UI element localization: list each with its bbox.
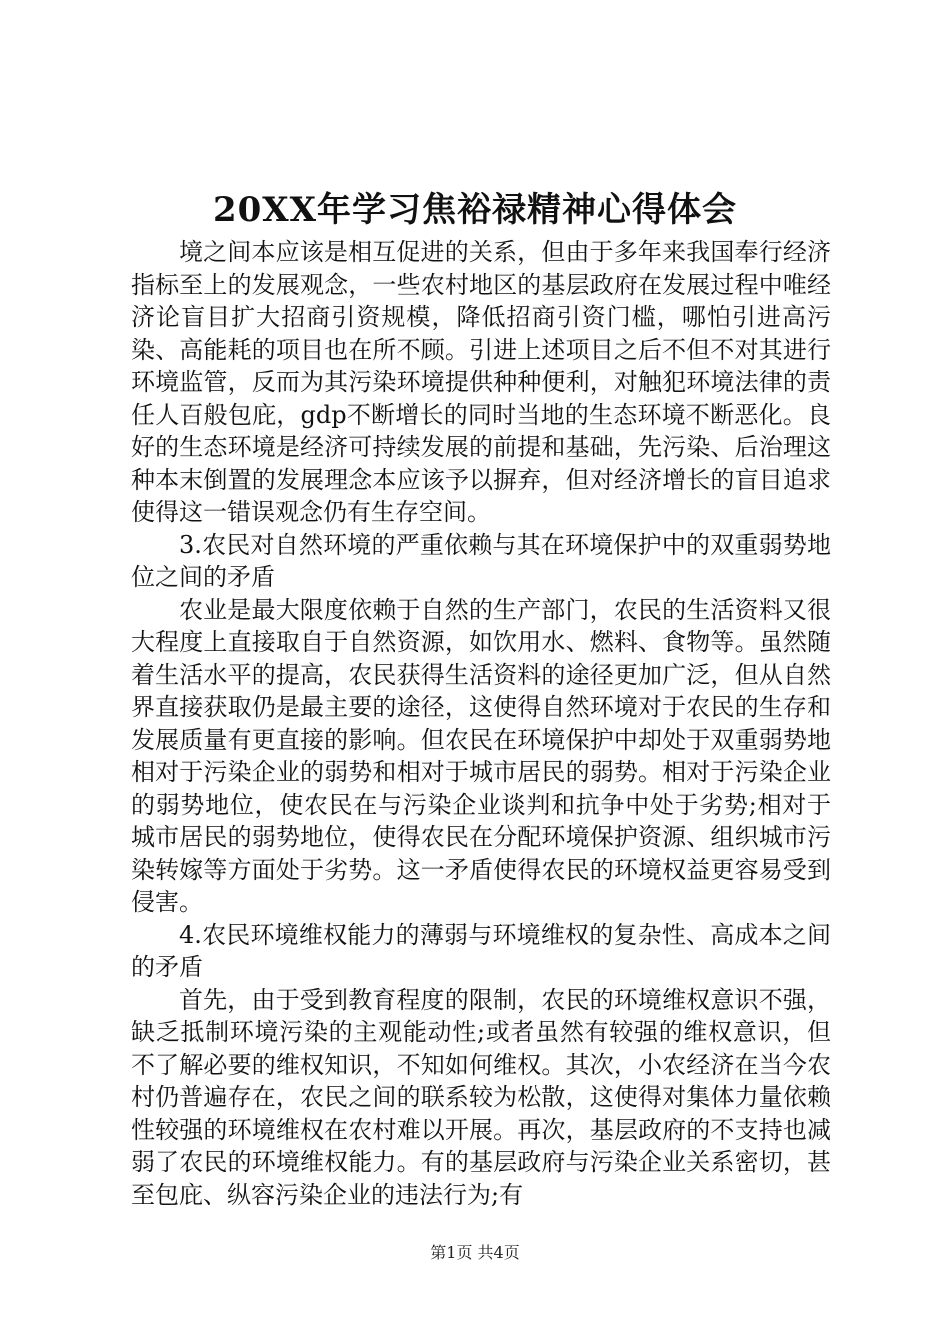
section-heading-4: 4.农民环境维权能力的薄弱与环境维权的复杂性、高成本之间的矛盾	[131, 920, 831, 981]
paragraph-intro-continued: 境之间本应该是相互促进的关系，但由于多年来我国奉行经济指标至上的发展观念，一些农村地区的基层政府在发展过程中唯经济论盲目扩大招商引资规模，降低招商引资门槛，哪怕引进高污染、高能耗的项目也在所不顾。引进上述项目之后不但不对其进行环境监管，反而为其污染环境提供种种便利，对触犯环境法律的责任人百般包庇，gdp不断增长的同时当地的生态环境不断恶化。良好的生态环境是经济可持续发展的前提和基础，先污染、后治理这种本末倒置的发展理念本应该予以摒弃，但对经济增长的盲目追求使得这一错误观念仍有生存空间。	[131, 238, 831, 526]
section-heading-3: 3.农民对自然环境的严重依赖与其在环境保护中的双重弱势地位之间的矛盾	[131, 530, 831, 591]
document-title: 20XX年学习焦裕禄精神心得体会	[212, 190, 738, 230]
paragraph-section-3: 农业是最大限度依赖于自然的生产部门，农民的生活资料又很大程度上直接取自于自然资源，如饮用水、燃料、食物等。虽然随着生活水平的提高，农民获得生活资料的途径更加广泛，但从自然界直接获取仍是最主要的途径，这使得自然环境对于农民的生存和发展质量有更直接的影响。但农民在环境保护中却处于双重弱势地相对于污染企业的弱势和相对于城市居民的弱势。相对于污染企业的弱势地位，使农民在与污染企业谈判和抗争中处于劣势;相对于城市居民的弱势地位，使得农民在分配环境保护资源、组织城市污染转嫁等方面处于劣势。这一矛盾使得农民的环境权益更容易受到侵害。	[131, 595, 831, 916]
document-body	[131, 236, 831, 1211]
paragraph-section-4: 首先，由于受到教育程度的限制，农民的环境维权意识不强，缺乏抵制环境污染的主观能动性;或者虽然有较强的维权意识，但不了解必要的维权知识，不知如何维权。其次，小农经济在当今农村仍普遍存在，农民之间的联系较为松散，这使得对集体力量依赖性较强的环境维权在农村难以开展。再次，基层政府的不支持也减弱了农民的环境维权能力。有的基层政府与污染企业关系密切，甚至包庇、纵容污染企业的违法行为;有	[131, 985, 831, 1209]
page-number-footer: 第1页 共4页	[430, 1243, 520, 1262]
